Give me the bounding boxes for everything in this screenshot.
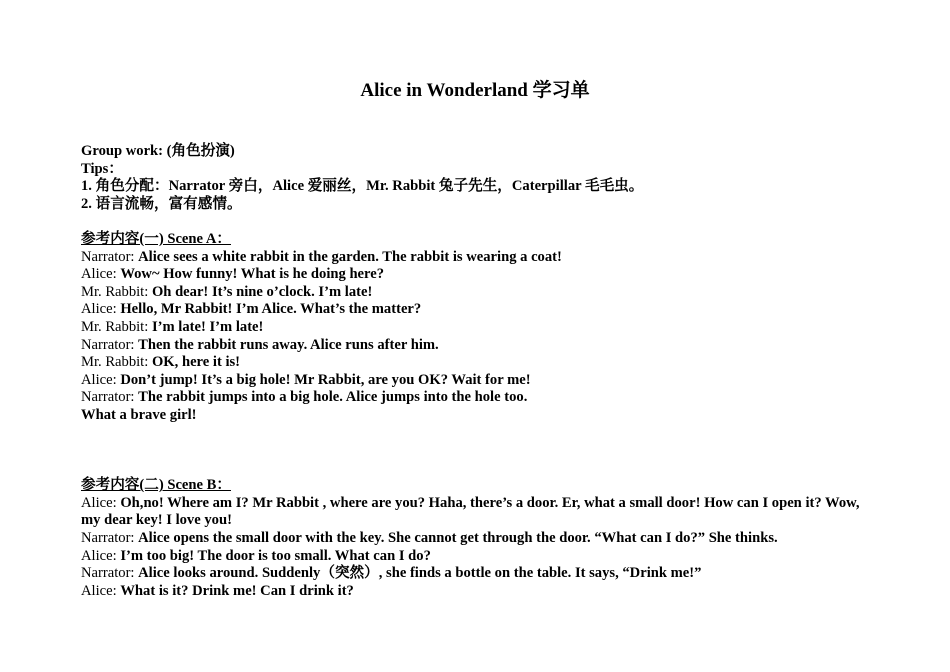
speaker-name: Alice: — [81, 266, 117, 283]
group-work-heading: Group work: (角色扮演) — [81, 143, 235, 159]
speaker-name: Mr. Rabbit: — [81, 283, 149, 300]
dialogue-line — [81, 530, 871, 548]
speaker-name: Narrator: — [81, 336, 135, 353]
speech-text: What is it? Drink me! Can I drink it? — [120, 582, 354, 599]
dialogue-line — [81, 495, 871, 530]
speech-text: Then the rabbit runs away. Alice runs after him. — [138, 336, 439, 353]
dialogue-line — [81, 389, 871, 407]
dialogue-line — [81, 565, 871, 583]
spacer — [81, 213, 871, 231]
dialogue-line — [81, 249, 871, 267]
speaker-name: Mr. Rabbit: — [81, 318, 149, 335]
tip-item: 1. 角色分配：Narrator 旁白，Alice 爱丽丝，Mr. Rabbit 兔子先生，Caterpillar 毛毛虫。 — [81, 178, 644, 195]
dialogue-line — [81, 548, 871, 566]
spacer — [81, 425, 871, 478]
speaker-name: Narrator: — [81, 530, 135, 547]
speech-text: OK, here it is! — [151, 354, 241, 371]
speech-text: The rabbit jumps into a big hole. Alice jumps into the hole too. — [138, 389, 528, 406]
speaker-name: Alice: — [81, 371, 117, 388]
speech-text: Alice sees a white rabbit in the garden. The rabbit is wearing a coat! — [138, 248, 562, 265]
speech-text: I’m late! I’m late! — [151, 318, 264, 335]
speaker-name: Mr. Rabbit: — [81, 354, 149, 371]
speaker-name: Alice: — [81, 301, 117, 318]
document-body — [81, 143, 871, 600]
tips-label: Tips： — [81, 160, 123, 177]
dialogue-line — [81, 284, 871, 302]
speech-text: Alice looks around. Suddenly（突然）, she finds a bottle on the table. It says, “Drink me!” — [138, 565, 702, 582]
tip-item: 2. 语言流畅，富有感情。 — [81, 195, 242, 212]
dialogue-line — [81, 301, 871, 319]
dialogue-line — [81, 354, 871, 372]
speaker-name: Alice: — [81, 494, 117, 511]
document-title: Alice in Wonderland 学习单 — [360, 80, 590, 101]
speaker-name: Narrator: — [81, 389, 135, 406]
speaker-name: Alice: — [81, 547, 117, 564]
speech-text: Oh,no! Where am I? Mr Rabbit , where are you? Haha, there’s a door. Er, what a small door! How can I open it? Wow, my dear key! I love you! — [81, 494, 860, 529]
dialogue-line — [81, 583, 871, 601]
dialogue-line — [81, 319, 871, 337]
speech-text: Hello, Mr Rabbit! I’m Alice. What’s the matter? — [120, 301, 422, 318]
speaker-name: Narrator: — [81, 248, 135, 265]
speaker-name: Narrator: — [81, 565, 135, 582]
scene-b-heading: 参考内容(二) Scene B： — [81, 477, 231, 494]
dialogue-line — [81, 372, 871, 390]
speech-text: Wow~ How funny! What is he doing here? — [120, 266, 385, 283]
speech-text: Alice opens the small door with the key. She cannot get through the door. “What can I do?” She thinks. — [138, 530, 778, 547]
dialogue-line — [81, 337, 871, 355]
speech-text: Don’t jump! It’s a big hole! Mr Rabbit, are you OK? Wait for me! — [120, 371, 531, 388]
speaker-name: Alice: — [81, 582, 117, 599]
scene-a-closing: What a brave girl! — [81, 406, 197, 423]
scene-a-heading: 参考内容(一) Scene A： — [81, 230, 231, 247]
speech-text: I’m too big! The door is too small. What can I do? — [120, 547, 431, 564]
dialogue-line — [81, 266, 871, 284]
speech-text: Oh dear! It’s nine o’clock. I’m late! — [151, 283, 373, 300]
